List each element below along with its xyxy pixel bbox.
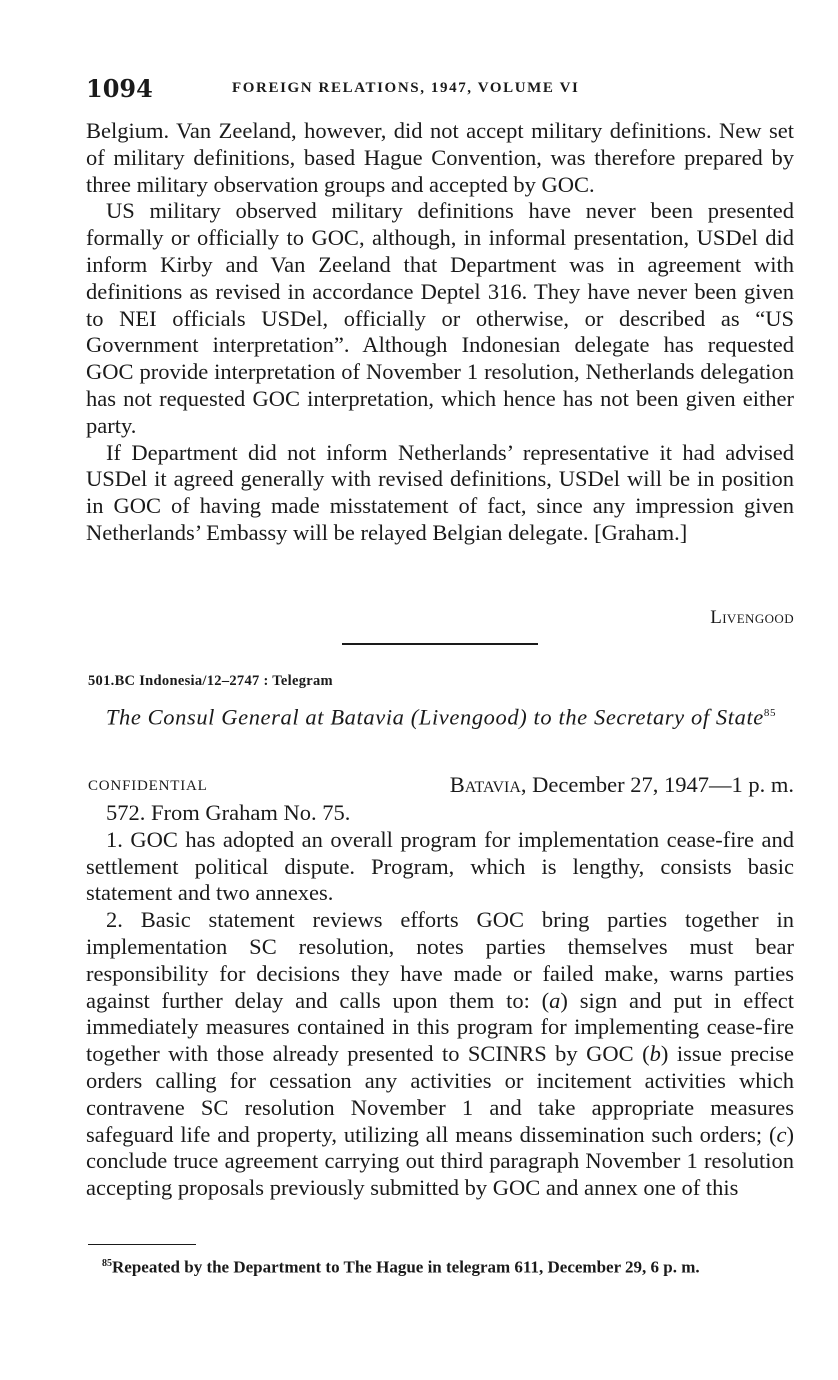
paragraph-military-definitions: US military observed military definitions have never been presented formally or officially to GOC, although, in informal presentation, USDel did inform Kirby and Van Zeeland that Department was in agreement with definitions as revised in accordance Deptel 316. They have never been given to NEI officials USDel, officially or otherwise, or described as “US Government interpretation”. Although Indonesian delegate has requested GOC provide interpretation of November 1 resolution, Netherlands delegation has not requested GOC interpretation, which hence has not been given either party. — [86, 198, 794, 438]
signature: Livengood — [710, 607, 794, 628]
footnote-number: 85 — [102, 1258, 112, 1269]
document-title — [88, 700, 794, 731]
continued-text — [86, 118, 794, 547]
p2-text-3: ) issue precise orders calling for cessation any activities or incitement activities which contravene SC resolution November 1 and take appropriate measures safeguard life and property, utilizing all means dissemination such orders; ( — [86, 1041, 794, 1147]
p2-text-2: ) sign and put in effect immediately measures contained in this program for implementing cease-fire together with those already presented to SCINRS by GOC ( — [86, 987, 795, 1067]
p2-label-b: b — [649, 1041, 661, 1067]
dateline-place: Batavia — [449, 772, 521, 797]
p2-text-1: 2. Basic statement reviews efforts GOC bring parties together in implementation SC resolution, notes parties themselves must bear responsibility for decisions they have made or failed make, warns parties against further delay and calls upon them to: ( — [86, 907, 794, 1013]
footnote-divider — [88, 1244, 196, 1245]
running-title: FOREIGN RELATIONS, 1947, VOLUME VI — [232, 80, 580, 96]
dateline-date: , December 27, 1947—1 p. m. — [520, 772, 794, 797]
classification: CONFIDENTIAL — [88, 778, 208, 794]
paragraph-2 — [86, 907, 794, 1202]
page-number: 1094 — [86, 74, 153, 103]
footnote-text: Repeated by the Department to The Hague in telegram 611, December 29, 6 p. m. — [112, 1257, 700, 1277]
paragraph-1: 1. GOC has adopted an overall program for implementation cease-fire and settlement political dispute. Program, which is lengthy, consists basic statement and two annexes. — [86, 826, 794, 906]
paragraph-continued: Belgium. Van Zeeland, however, did not accept military definitions. New set of military definitions, based Hague Convention, was therefore prepared by three military observation groups and accepted by GOC. — [86, 118, 794, 197]
document-title-text: The Consul General at Batavia (Livengood) to the Secretary of State — [105, 704, 764, 730]
file-reference: 501.BC Indonesia/12–2747 : Telegram — [88, 673, 333, 689]
telegram-body — [86, 800, 794, 1202]
running-head — [86, 74, 794, 108]
p2-label-c: c — [776, 1121, 787, 1147]
paragraph-netherlands: If Department did not inform Netherlands’ representative it had advised USDel it agreed generally with revised definitions, USDel will be in position in GOC of having made misstatement of fact, since any impression given Netherlands’ Embassy will be relayed Belgian delegate. [Graham.] — [86, 439, 794, 545]
p2-text-4: ) conclude truce agreement carrying out third paragraph November 1 resolution accepting proposals previously submitted by GOC and annex one of this — [86, 1121, 794, 1201]
dateline — [450, 772, 794, 798]
section-divider — [342, 643, 538, 645]
footnote — [88, 1254, 794, 1278]
footnote-mark: 85 — [763, 707, 777, 719]
paragraph-from: 572. From Graham No. 75. — [106, 800, 351, 825]
p2-label-a: a — [549, 987, 561, 1013]
